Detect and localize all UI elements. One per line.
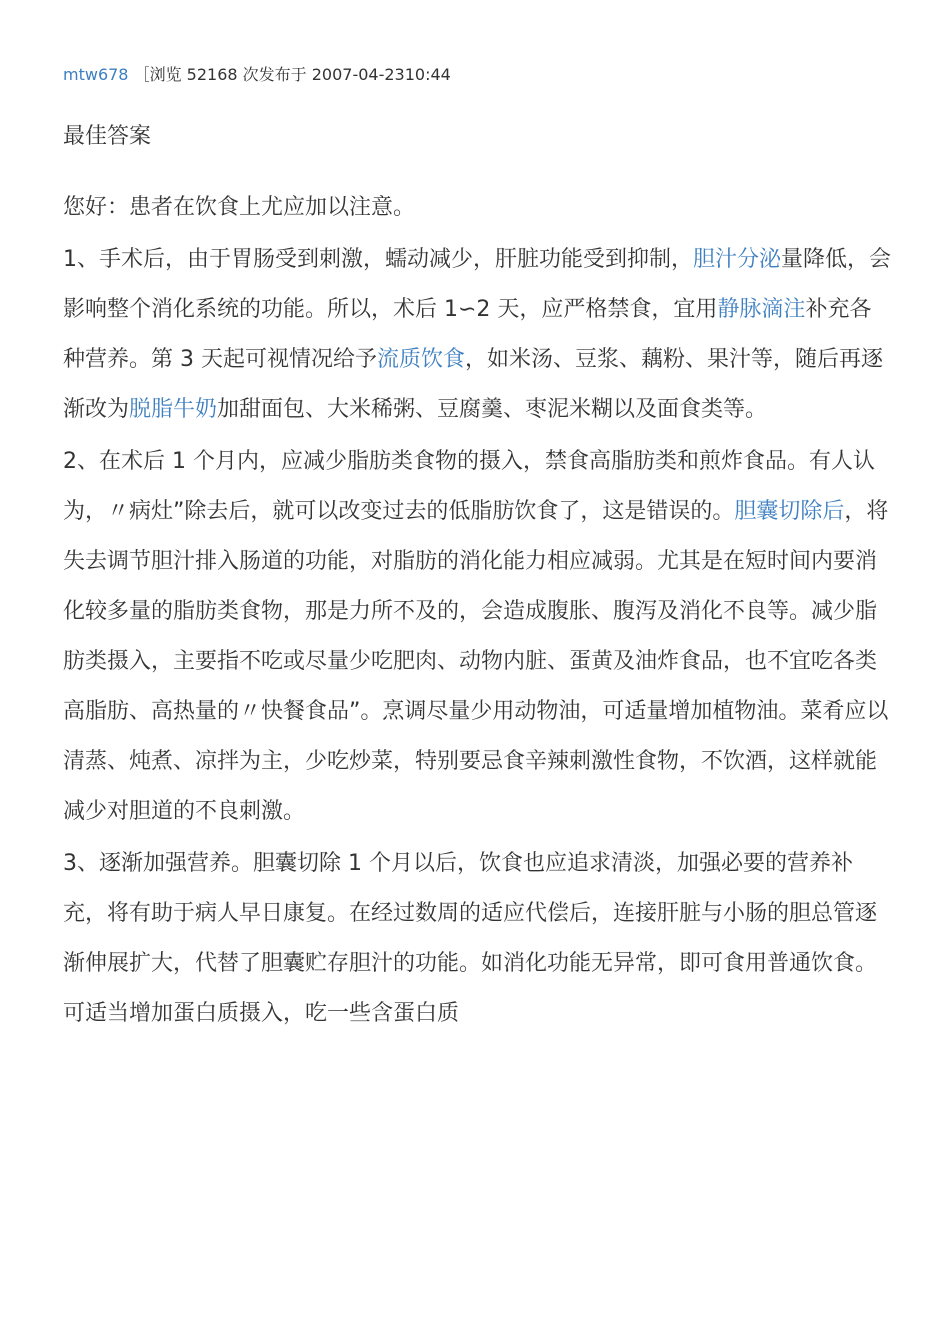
text-segment: 加甜面包、大米稀粥、豆腐羹、枣泥米糊以及面食类等。 [217, 397, 768, 422]
text-segment: ，如米汤、豆浆、藕粉、果汁等，随后再逐渐改为 [63, 347, 884, 422]
post-info: ［浏览 52168 次发布于 2007-04-2310:44 [133, 65, 451, 84]
text-segment: 2、在术后 1 个月内，应减少脂肪类食物的摄入，禁食高脂肪类和煎炸食品。有人认为，〃病灶”除去后，就可以改变过去的低脂肪饮食了，这是错误的。 [63, 449, 875, 524]
text-segment: ，将失去调节胆汁排入肠道的功能，对脂肪的消化能力相应减弱。尤其是在短时间内要消化较多量的脂肪类食物，那是力所不及的，会造成腹胀、腹泻及消化不良等。减少脂肪类摄入，主要指不吃或尽量少吃肥肉、动物内脏、蛋黄及油炸食品，也不宜吃各类高脂肪、高热量的〃快餐食品”。烹调尽量少用动物油，可适量增加植物油。菜肴应以清蒸、炖煮、凉拌为主，少吃炒菜，特别要忌食辛辣刺激性食物，不饮酒，这样就能减少对胆道的不良刺激。 [63, 499, 889, 824]
answer-content [63, 183, 893, 1041]
post-meta [63, 64, 451, 86]
link-skim-milk[interactable]: 脱脂牛奶 [129, 397, 218, 422]
text-segment: 量降低，会影响整个消化系统的功能。所以，术后 1∽2 天，应严格禁食，宜用 [63, 247, 892, 322]
best-answer-heading: 最佳答案 [63, 124, 152, 149]
author-link[interactable]: mtw678 [63, 65, 129, 84]
paragraph-intro: 您好：患者在饮食上尤应加以注意。 [63, 195, 416, 220]
text-segment: 1、手术后，由于胃肠受到刺激，蠕动减少，肝脏功能受到抑制， [63, 247, 693, 272]
link-iv-drip[interactable]: 静脉滴注 [717, 297, 806, 322]
text-segment: 补充各种营养。第 3 天起可视情况给予 [63, 297, 872, 372]
paragraph-2 [63, 437, 893, 837]
paragraph-1 [63, 235, 893, 435]
link-bile-secretion[interactable]: 胆汁分泌 [693, 247, 782, 272]
link-cholecystectomy[interactable]: 胆囊切除后 [734, 499, 845, 524]
paragraph-3: 3、逐渐加强营养。胆囊切除 1 个月以后，饮食也应追求清淡，加强必要的营养补充，将有助于病人早日康复。在经过数周的适应代偿后，连接肝脏与小肠的胆总管逐渐伸展扩大，代替了胆囊贮存胆汁的功能。如消化功能无异常，即可食用普通饮食。可适当增加蛋白质摄入，吃一些含蛋白质 [63, 851, 878, 1026]
link-liquid-diet[interactable]: 流质饮食 [376, 347, 465, 372]
